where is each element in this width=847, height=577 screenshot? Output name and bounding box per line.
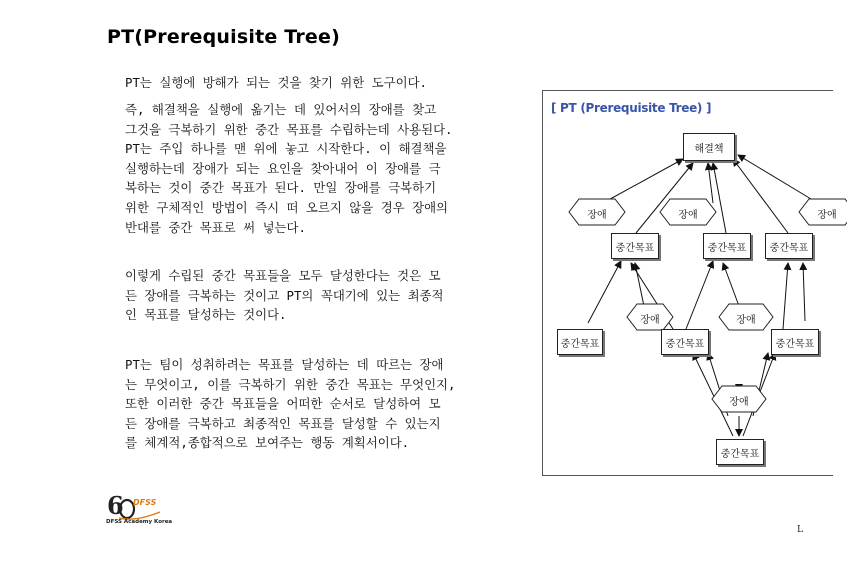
paragraph-summary xyxy=(125,355,535,453)
text-line: 든 장애를 극복하고 최종적인 목표를 달성할 수 있는지 xyxy=(125,415,441,431)
logo-mark-text: DFSS xyxy=(133,498,157,507)
logo-subtitle: DFSS Academy Korea xyxy=(106,519,173,525)
intermediate-goal-box: 중간목표 xyxy=(557,329,603,355)
paragraph-description xyxy=(125,100,535,237)
obstacle-label: 장애 xyxy=(587,210,607,221)
intermediate-goal-box: 중간목표 xyxy=(661,329,709,355)
obstacle-label: 장애 xyxy=(678,210,698,221)
intermediate-goal-box: 중간목표 xyxy=(611,233,659,259)
text-line: 는 무엇이고, 이를 극복하기 위한 중간 목표는 무엇인지, xyxy=(125,376,456,392)
text-line: 를 체계적,종합적으로 보여주는 행동 계획서이다. xyxy=(125,435,410,451)
text-line: 인 목표를 달성하는 것이다. xyxy=(125,307,287,323)
text-line: 반대를 중간 목표로 써 넣는다. xyxy=(125,219,306,235)
text-line: 실행하는데 장애가 되는 요인을 찾아내어 이 장애를 극 xyxy=(125,160,441,176)
page-title: PT(Prerequisite Tree) xyxy=(107,26,340,48)
text-line: 그것을 극복하기 위한 중간 목표를 수립하는데 사용된다. xyxy=(125,121,453,137)
obstacle-label: 장애 xyxy=(736,315,756,326)
text-line: 또한 이러한 중간 목표들을 어떠한 순서로 달성하여 모 xyxy=(125,396,441,412)
text-line: PT는 주입 하나를 맨 위에 놓고 시작한다. 이 해결책을 xyxy=(125,141,447,157)
solution-box: 해결책 xyxy=(683,133,735,161)
intermediate-goal-box: 중간목표 xyxy=(703,233,751,259)
text-line: PT는 실행에 방해가 되는 것을 찾기 위한 도구이다. xyxy=(125,75,428,90)
diagram-title: [ PT (Prerequisite Tree) ] xyxy=(551,101,712,115)
page-number: L xyxy=(797,525,803,535)
svg-text:6: 6 xyxy=(107,491,124,520)
intermediate-goal-box: 중간목표 xyxy=(771,329,819,355)
prerequisite-tree-diagram xyxy=(542,90,837,476)
text-line: 위한 구체적인 방법이 즉시 떠 오르지 않을 경우 장애의 xyxy=(125,199,449,215)
text-line: 복하는 것이 중간 목표가 된다. 만일 장애를 극복하기 xyxy=(125,180,437,196)
intermediate-goal-box: 중간목표 xyxy=(716,439,764,465)
text-line: 이렇게 수립된 중간 목표들을 모두 달성한다는 것은 모 xyxy=(125,268,441,283)
text-line: 즉, 해결책을 실행에 옮기는 데 있어서의 장애를 찾고 xyxy=(125,102,437,117)
text-line: 든 장애를 극복하는 것이고 PT의 꼭대기에 있는 최종적 xyxy=(125,287,444,303)
paragraph-result xyxy=(125,266,535,325)
obstacle-label: 장애 xyxy=(817,210,837,221)
obstacle-label: 장애 xyxy=(729,397,749,408)
text-line: PT는 팀이 성취하려는 목표를 달성하는 데 따르는 장애 xyxy=(125,357,444,372)
intermediate-goal-box: 중간목표 xyxy=(765,233,813,259)
obstacle-label: 장애 xyxy=(640,315,660,326)
paragraph-intro xyxy=(125,73,535,93)
